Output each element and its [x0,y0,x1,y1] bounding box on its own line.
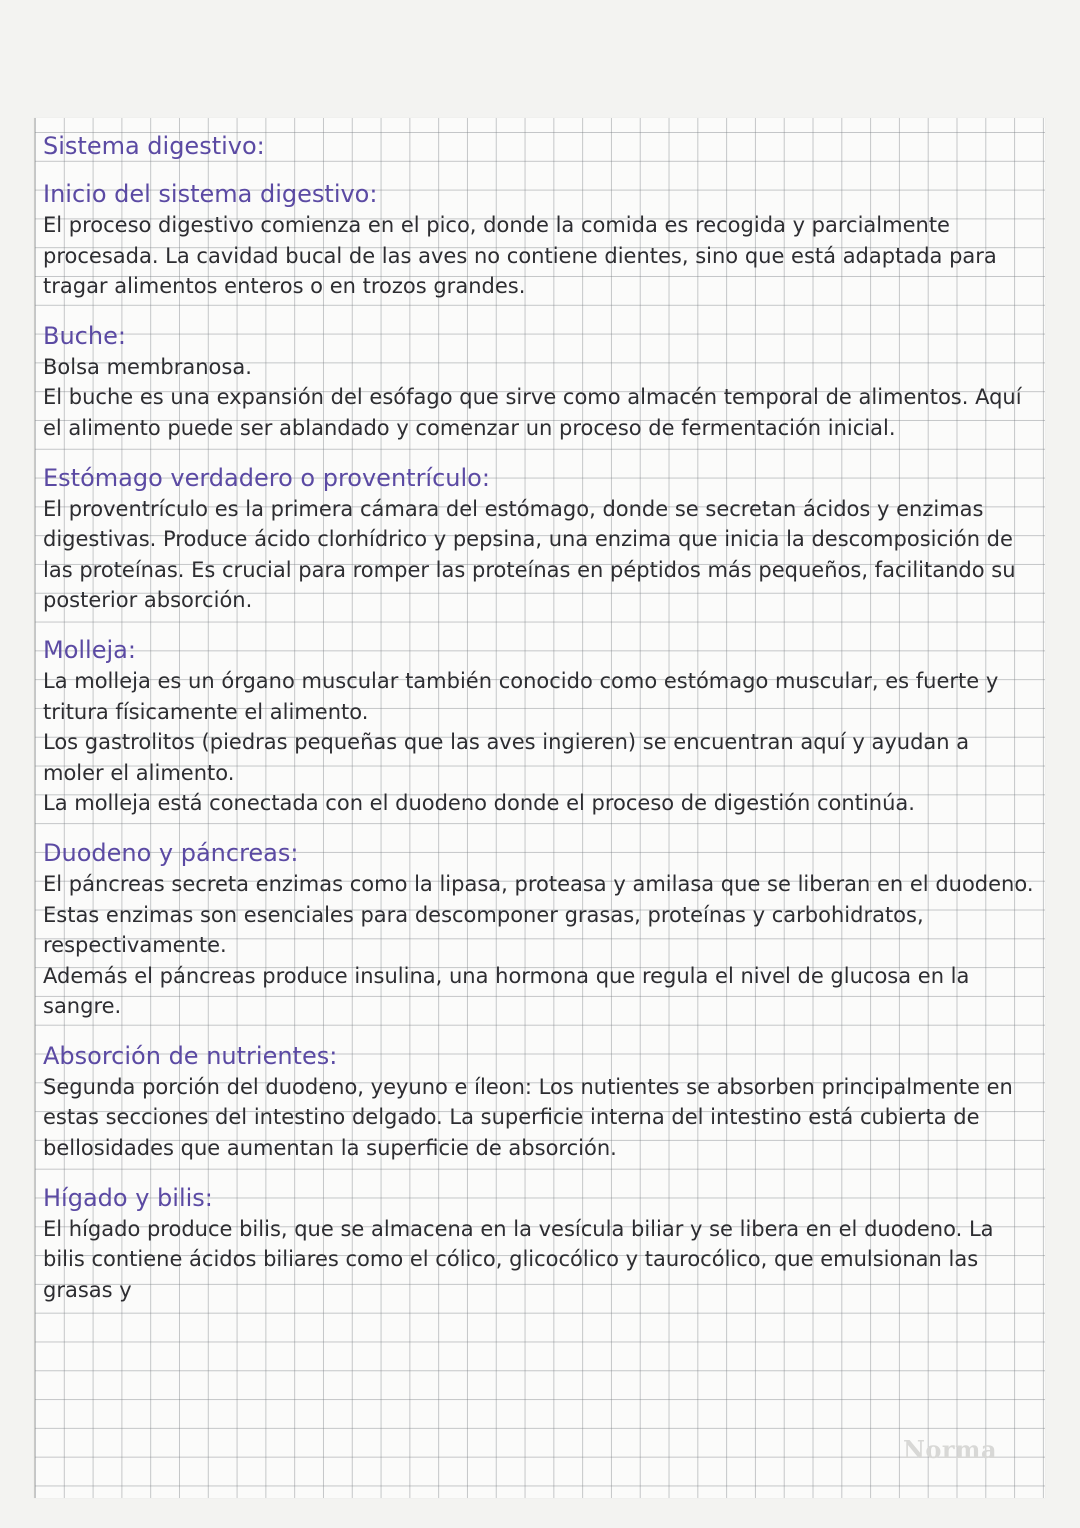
section-paragraph: La molleja está conectada con el duodeno donde el proceso de digestión continúa. [43,791,915,816]
section-paragraph: Segunda porción del duodeno, yeyuno e íleon: Los nutientes se absorben principalmente en estas secciones del intestino delgado. La superficie interna del intestino está cubierta de bellosidades que aumentan la superficie de absorción. [43,1074,1013,1161]
section-heading: Buche: [43,321,126,350]
section-paragraph: Los gastrolitos (piedras pequeñas que las aves ingieren) se encuentran aquí y ayudan a moler el alimento. [43,730,970,785]
section-paragraph: La molleja es un órgano muscular también conocido como estómago muscular, es fuerte y tritura físicamente el alimento. [43,668,999,724]
section-heading: Molleja: [43,635,136,664]
section-paragraph: Además el páncreas produce insulina, una hormona que regula el nivel de glucosa en la sangre. [43,963,970,1019]
notes-content [43,130,1035,1323]
section-paragraph: El proventrículo es la primera cámara del estómago, donde se secretan ácidos y enzimas digestivas. Produce ácido clorhídrico y pepsina, una enzima que inicia la descomposición de las proteínas. Es crucial para romper las proteínas en péptidos más pequeños, facilitando su posterior absorción. [43,496,1016,613]
section-heading: Absorción de nutrientes: [43,1041,338,1070]
section-paragraph: El proceso digestivo comienza en el pico, donde la comida es recogida y parcialmente procesada. La cavidad bucal de las aves no contiene dientes, sino que está adaptada para tragar alimentos enteros o en trozos grandes. [43,213,997,299]
section-paragraph: El hígado produce bilis, que se almacena en la vesícula biliar y se libera en el duodeno. La bilis contiene ácidos biliares como el cólico, glicocólico y taurocólico, que emulsionan las grasas y [43,1216,994,1302]
section-heading: Duodeno y páncreas: [43,838,299,867]
section-paragraph: Bolsa membranosa. [43,354,252,379]
page-title: Sistema digestivo: [43,132,265,160]
section-heading: Estómago verdadero o proventrículo: [43,463,490,492]
section-buche [43,320,1035,444]
section-heading: Hígado y bilis: [43,1183,213,1212]
section-paragraph: El buche es una expansión del esófago que sirve como almacén temporal de alimentos. Aquí el alimento puede ser ablandado y comenzar un proceso de fermentación inicial. [43,385,1022,440]
section-higado-bilis [43,1182,1035,1306]
notebook-page [34,118,1045,1498]
section-molleja [43,634,1035,819]
section-paragraph: El páncreas secreta enzimas como la lipasa, proteasa y amilasa que se liberan en el duodeno. Estas enzimas son esenciales para descomponer grasas, proteínas y carbohidratos, respectivamente. [43,871,1034,958]
section-duodeno-pancreas [43,837,1035,1022]
section-inicio [43,178,1035,302]
section-heading: Inicio del sistema digestivo: [43,180,378,208]
section-proventriculo [43,462,1035,616]
brand-watermark: Norma [902,1435,997,1464]
section-absorcion [43,1040,1035,1164]
